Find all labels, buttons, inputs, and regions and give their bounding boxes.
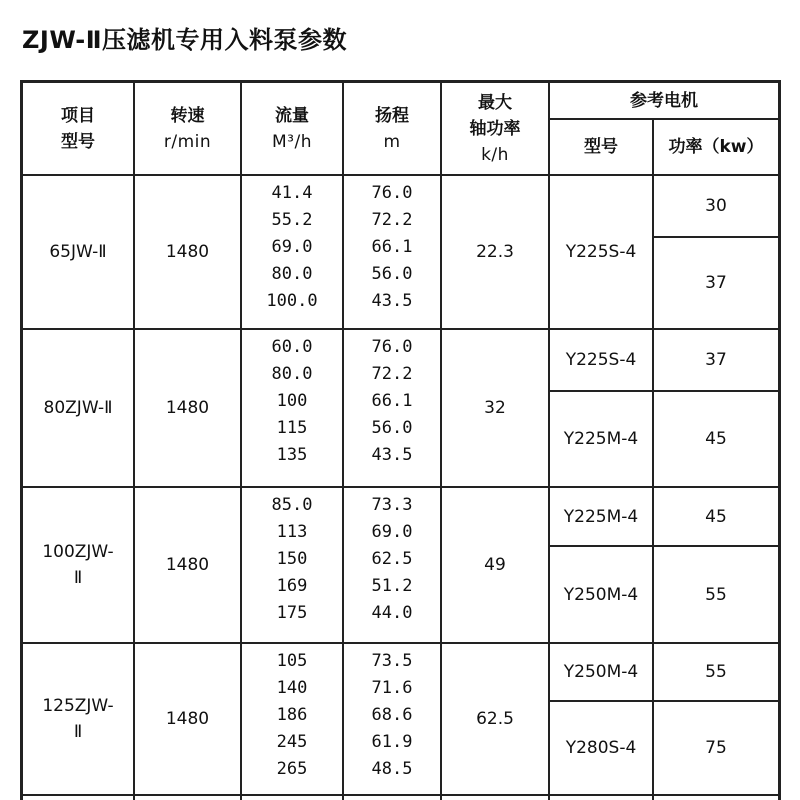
row-1-motor-power-2: 37 bbox=[705, 273, 727, 293]
table-border-left bbox=[20, 80, 23, 800]
header-sub-divider bbox=[548, 118, 781, 120]
row-4-model-line-2: Ⅱ bbox=[73, 722, 83, 742]
row-2-head-1: 76.0 bbox=[371, 337, 413, 357]
header-item-model bbox=[22, 82, 134, 175]
row-4-flow-5: 265 bbox=[276, 759, 308, 779]
row-4-max-power: 62.5 bbox=[476, 709, 514, 729]
header-item-label: 项目 bbox=[61, 105, 95, 126]
row-4-motor-power-1: 55 bbox=[705, 662, 727, 682]
row-1-flow-5: 100.0 bbox=[266, 291, 318, 311]
row-1-head-3: 66.1 bbox=[371, 237, 413, 257]
row-4-flow-3: 186 bbox=[276, 705, 308, 725]
row-3-flow-3: 150 bbox=[276, 549, 308, 569]
row-divider bbox=[20, 486, 781, 488]
row-3-speed: 1480 bbox=[165, 555, 210, 575]
row-3-head-2: 69.0 bbox=[371, 522, 413, 542]
row-1-flow-1: 41.4 bbox=[271, 183, 313, 203]
row-3-model-line-2: Ⅱ bbox=[73, 568, 83, 588]
col-divider bbox=[133, 80, 135, 800]
col-divider bbox=[652, 118, 654, 800]
row-4-head-1: 73.5 bbox=[371, 651, 413, 671]
row-divider bbox=[20, 328, 781, 330]
row-3-flows bbox=[241, 487, 343, 643]
row-4-motor-model-1: Y250M-4 bbox=[563, 662, 639, 682]
row-2-head-2: 72.2 bbox=[371, 364, 413, 384]
row-1-flow-2: 55.2 bbox=[271, 210, 313, 230]
row-4-heads bbox=[343, 643, 441, 795]
row-4-model bbox=[22, 643, 134, 795]
col-divider bbox=[440, 80, 442, 800]
header-speed-label: 转速 bbox=[170, 105, 205, 126]
row-divider bbox=[20, 174, 781, 176]
header-head bbox=[343, 82, 441, 175]
row-3-motor-power-1: 45 bbox=[705, 506, 727, 527]
col-divider bbox=[240, 80, 242, 800]
row-2-speed: 1480 bbox=[165, 398, 210, 418]
header-speed-unit: r/min bbox=[163, 131, 212, 152]
row-1-head-5: 43.5 bbox=[371, 291, 413, 311]
row-2-flow-4: 115 bbox=[276, 418, 308, 438]
row-1-motor-model: Y225S-4 bbox=[565, 242, 637, 262]
row-2-flows bbox=[241, 329, 343, 487]
row-3-heads bbox=[343, 487, 441, 643]
row-2-motor-model-1: Y225S-4 bbox=[565, 350, 637, 370]
row-1-flows bbox=[241, 175, 343, 329]
row-3-head-5: 44.0 bbox=[371, 603, 413, 623]
sub-row-divider bbox=[548, 545, 781, 547]
header-model-label: 型号 bbox=[61, 131, 95, 152]
sub-row-divider bbox=[548, 700, 781, 702]
sub-row-divider bbox=[548, 390, 781, 392]
col-divider bbox=[342, 80, 344, 800]
header-motor-model bbox=[549, 119, 653, 175]
row-3-flow-4: 169 bbox=[276, 576, 308, 596]
row-3-flow-1: 85.0 bbox=[271, 495, 313, 515]
row-4-flows bbox=[241, 643, 343, 795]
row-3-flow-5: 175 bbox=[276, 603, 308, 623]
row-1-head-2: 72.2 bbox=[371, 210, 413, 230]
row-4-model-line-1: 125ZJW- bbox=[42, 696, 114, 716]
row-4-flow-1: 105 bbox=[276, 651, 308, 671]
row-2-motor-model-2: Y225M-4 bbox=[563, 429, 639, 449]
row-4-head-4: 61.9 bbox=[371, 732, 413, 752]
row-3-head-1: 73.3 bbox=[371, 495, 413, 515]
header-motor-power bbox=[653, 119, 779, 175]
row-3-motor-model-1: Y225M-4 bbox=[563, 506, 639, 527]
header-max-power-label-2: 轴功率 bbox=[469, 118, 521, 139]
row-divider bbox=[20, 794, 781, 796]
row-4-flow-4: 245 bbox=[276, 732, 308, 752]
row-1-motor-power-1: 30 bbox=[705, 196, 727, 216]
header-motor-label: 参考电机 bbox=[630, 90, 698, 111]
header-head-unit: m bbox=[383, 131, 401, 152]
row-2-model: 80ZJW-Ⅱ bbox=[43, 398, 113, 418]
header-motor-power-label: 功率（kw） bbox=[668, 137, 764, 157]
header-max-power bbox=[441, 82, 549, 175]
row-2-flow-2: 80.0 bbox=[271, 364, 313, 384]
header-max-power-unit: k/h bbox=[481, 144, 509, 165]
row-3-head-4: 51.2 bbox=[371, 576, 413, 596]
row-1-model: 65JW-Ⅱ bbox=[49, 242, 107, 262]
row-2-flow-1: 60.0 bbox=[271, 337, 313, 357]
row-2-max-power: 32 bbox=[484, 398, 506, 418]
row-3-model bbox=[22, 487, 134, 643]
row-3-max-power: 49 bbox=[484, 555, 506, 575]
header-head-label: 扬程 bbox=[375, 105, 409, 126]
row-3-motor-model-2: Y250M-4 bbox=[563, 584, 639, 605]
row-1-flow-3: 69.0 bbox=[271, 237, 313, 257]
header-flow-label: 流量 bbox=[275, 105, 309, 126]
table-border-right bbox=[778, 80, 781, 800]
header-motor bbox=[549, 82, 779, 119]
row-2-head-3: 66.1 bbox=[371, 391, 413, 411]
row-2-head-4: 56.0 bbox=[371, 418, 413, 438]
row-2-motor-power-2: 45 bbox=[705, 429, 727, 449]
row-4-flow-2: 140 bbox=[276, 678, 308, 698]
row-2-heads bbox=[343, 329, 441, 487]
row-3-flow-2: 113 bbox=[276, 522, 308, 542]
col-divider bbox=[548, 80, 550, 800]
row-2-flow-3: 100 bbox=[276, 391, 308, 411]
row-4-head-3: 68.6 bbox=[371, 705, 413, 725]
header-flow-unit: M³/h bbox=[272, 131, 312, 152]
page-title: ZJW-Ⅱ压滤机专用入料泵参数 bbox=[22, 26, 347, 54]
row-1-speed: 1480 bbox=[165, 242, 210, 262]
row-1-heads bbox=[343, 175, 441, 329]
row-3-model-line-1: 100ZJW- bbox=[42, 542, 114, 562]
row-4-motor-model-2: Y280S-4 bbox=[565, 738, 637, 758]
header-motor-model-label: 型号 bbox=[584, 137, 618, 157]
row-3-head-3: 62.5 bbox=[371, 549, 413, 569]
row-2-head-5: 43.5 bbox=[371, 445, 413, 465]
row-4-motor-power-2: 75 bbox=[705, 738, 727, 758]
header-speed bbox=[134, 82, 241, 175]
row-4-head-2: 71.6 bbox=[371, 678, 413, 698]
header-max-power-label-1: 最大 bbox=[478, 92, 512, 113]
row-2-flow-5: 135 bbox=[276, 445, 308, 465]
row-3-motor-power-2: 55 bbox=[705, 584, 727, 605]
row-divider bbox=[20, 642, 781, 644]
row-1-head-1: 76.0 bbox=[371, 183, 413, 203]
row-4-head-5: 48.5 bbox=[371, 759, 413, 779]
sub-row-divider bbox=[652, 236, 781, 238]
row-1-max-power: 22.3 bbox=[476, 242, 514, 262]
row-4-speed: 1480 bbox=[165, 709, 210, 729]
header-flow bbox=[241, 82, 343, 175]
row-2-motor-power-1: 37 bbox=[705, 350, 727, 370]
row-1-flow-4: 80.0 bbox=[271, 264, 313, 284]
row-1-head-4: 56.0 bbox=[371, 264, 413, 284]
